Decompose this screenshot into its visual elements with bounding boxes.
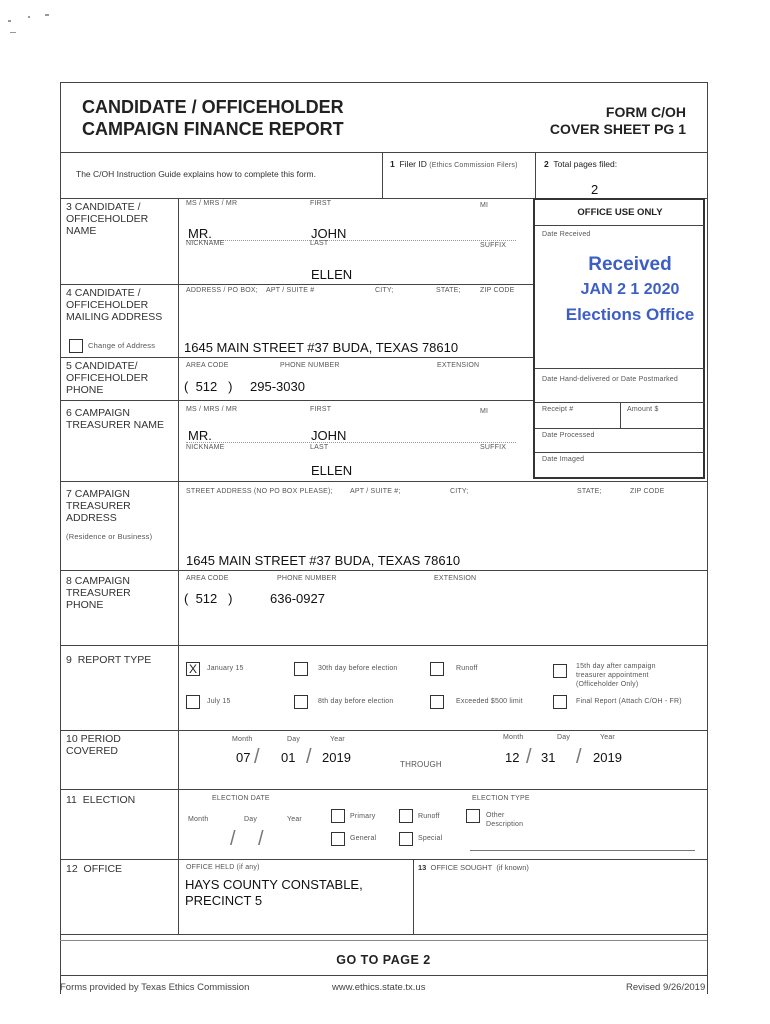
section-8-num: 8 [66, 575, 72, 587]
s8-area-caption: AREA CODE [186, 575, 229, 582]
day30-label: 30th day before election [318, 665, 398, 672]
s8-ext-caption: EXTENSION [434, 575, 477, 582]
s3-nickname-caption: NICKNAME [186, 240, 225, 247]
from-year-caption: Year [330, 736, 345, 743]
form-id [550, 104, 686, 138]
other-text: Other [486, 812, 505, 819]
section-9-num: 9 [66, 654, 72, 666]
amount-label: Amount $ [627, 406, 659, 413]
s3-first-value[interactable]: JOHN [311, 226, 347, 241]
office-held-line1: HAYS COUNTY CONSTABLE, [185, 877, 363, 892]
election-year-caption: Year [287, 816, 302, 823]
section-7-num: 7 [66, 488, 72, 500]
s4-apt-caption: APT / SUITE # [266, 287, 315, 294]
general-label: General [350, 835, 377, 842]
section-4-num: 4 [66, 287, 72, 299]
day30-checkbox[interactable] [294, 662, 308, 676]
s7-state-caption: STATE; [577, 488, 602, 495]
s7-address-caption: STREET ADDRESS (NO PO BOX PLEASE); [186, 488, 333, 495]
section-12-text: OFFICE [83, 863, 123, 875]
from-slash-2: / [306, 746, 312, 768]
filer-id-num: 1 [390, 159, 395, 169]
to-month-value[interactable]: 12 [505, 750, 520, 765]
to-day-value[interactable]: 31 [541, 750, 556, 765]
form-title [82, 96, 344, 140]
section-4-label [66, 287, 174, 323]
s3-mi-caption: MI [480, 202, 489, 209]
stamp-date: JAN 2 1 2020 [580, 281, 680, 298]
to-year-caption: Year [600, 734, 615, 741]
day15-label: 15th day after campaign treasurer appointment (Officeholder Only) [576, 663, 656, 688]
election-runoff-checkbox[interactable] [399, 809, 413, 823]
s4-zip-caption: ZIP CODE [480, 287, 515, 294]
section-11-label [66, 794, 135, 806]
s5-area-caption: AREA CODE [186, 362, 229, 369]
other-checkbox[interactable] [466, 809, 480, 823]
stamp-office: Elections Office [565, 305, 695, 324]
s6-title-value[interactable]: MR. [188, 428, 212, 443]
day15-checkbox[interactable] [553, 664, 567, 678]
office-held-line2: PRECINCT 5 [185, 893, 263, 908]
s5-area-value[interactable]: ( 512 ) [184, 379, 233, 394]
stamp-received: Received [588, 254, 672, 275]
runoff-report-checkbox[interactable] [430, 662, 444, 676]
change-of-address-checkbox[interactable] [69, 339, 83, 353]
special-checkbox[interactable] [399, 832, 413, 846]
primary-checkbox[interactable] [331, 809, 345, 823]
s8-phone-value[interactable]: 636-0927 [270, 591, 325, 606]
other-label [486, 811, 523, 829]
jul15-label: July 15 [207, 698, 231, 705]
to-year-value[interactable]: 2019 [593, 750, 622, 765]
form-title-line2: CAMPAIGN FINANCE REPORT [82, 119, 344, 139]
section-13-num: 13 [418, 863, 427, 872]
special-label: Special [418, 835, 443, 842]
filer-id-field[interactable] [390, 159, 518, 169]
section-10-num: 10 [66, 733, 78, 745]
jul15-checkbox[interactable] [186, 695, 200, 709]
day8-label: 8th day before election [318, 698, 394, 705]
general-checkbox[interactable] [331, 832, 345, 846]
final-report-label: Final Report (Attach C/OH - FR) [576, 698, 682, 705]
s4-state-caption: STATE; [436, 287, 461, 294]
s4-address-caption: ADDRESS / PO BOX; [186, 287, 258, 294]
section-12-label [66, 863, 122, 875]
s7-sub-label: (Residence or Business) [66, 532, 153, 541]
s4-city-caption: CITY; [375, 287, 394, 294]
to-slash-1: / [526, 746, 532, 768]
s5-area-code: 512 [195, 379, 218, 394]
s6-nickname-caption: NICKNAME [186, 444, 225, 451]
s3-title-caption: MS / MRS / MR [186, 200, 238, 207]
through-label: THROUGH [400, 760, 442, 769]
election-slash-1: / [230, 828, 236, 850]
filer-id-hint: (Ethics Commission Filers) [429, 162, 518, 169]
receipt-label: Receipt # [542, 406, 574, 413]
election-runoff-label: Runoff [418, 813, 440, 820]
section-7-label [66, 488, 166, 524]
change-of-address-label: Change of Address [88, 341, 156, 350]
section-3-text: CANDIDATE / OFFICEHOLDER NAME [66, 201, 149, 237]
office-held-caption: OFFICE HELD (if any) [186, 864, 260, 871]
instruction-text: The C/OH Instruction Guide explains how to complete this form. [76, 169, 316, 179]
final-report-checkbox[interactable] [553, 695, 567, 709]
s4-address-value[interactable]: 1645 MAIN STREET #37 BUDA, TEXAS 78610 [184, 340, 459, 355]
s5-ext-caption: EXTENSION [437, 362, 480, 369]
s6-mi-caption: MI [480, 408, 489, 415]
section-6-num: 6 [66, 407, 72, 419]
total-pages-value: 2 [591, 182, 599, 197]
to-month-caption: Month [503, 734, 524, 741]
filer-id-label: Filer ID [399, 159, 427, 169]
total-pages-label: Total pages filed: [553, 159, 618, 169]
date-received-label: Date Received [542, 231, 591, 238]
to-day-caption: Day [557, 734, 571, 741]
section-5-text: CANDIDATE/ OFFICEHOLDER PHONE [66, 360, 149, 396]
day8-checkbox[interactable] [294, 695, 308, 709]
exceeded-checkbox[interactable] [430, 695, 444, 709]
footer-center: www.ethics.state.tx.us [332, 982, 426, 993]
to-slash-2: / [576, 746, 582, 768]
primary-label: Primary [350, 813, 376, 820]
section-10-text: PERIOD COVERED [66, 733, 121, 757]
s6-first-value[interactable]: JOHN [311, 428, 347, 443]
s6-last-caption: LAST [310, 444, 329, 451]
from-day-caption: Day [287, 736, 301, 743]
s8-area-value[interactable]: ( 512 ) [184, 591, 233, 606]
form-id-line2: COVER SHEET PG 1 [549, 121, 686, 137]
s8-area-code: 512 [195, 591, 218, 606]
processed-label: Date Processed [542, 432, 595, 439]
exceeded-label: Exceeded $500 limit [456, 698, 523, 705]
section-4-text: CANDIDATE / OFFICEHOLDER MAILING ADDRESS [66, 287, 163, 323]
s6-title-caption: MS / MRS / MR [186, 406, 238, 413]
total-pages-field[interactable] [544, 159, 617, 169]
section-8-text: CAMPAIGN TREASURER PHONE [66, 575, 131, 611]
s5-phone-caption: PHONE NUMBER [280, 362, 340, 369]
s6-first-caption: FIRST [310, 406, 332, 413]
form-id-line1: FORM C/OH [605, 104, 686, 120]
section-6-text: CAMPAIGN TREASURER NAME [66, 407, 165, 431]
office-use-title: OFFICE USE ONLY [577, 207, 663, 218]
s6-last-value[interactable]: ELLEN [311, 463, 353, 478]
election-slash-2: / [258, 828, 264, 850]
s3-title-value[interactable]: MR. [188, 226, 212, 241]
section-3-num: 3 [66, 201, 72, 213]
received-stamp [540, 254, 720, 325]
s3-last-caption: LAST [310, 240, 329, 247]
s7-address-value[interactable]: 1645 MAIN STREET #37 BUDA, TEXAS 78610 [186, 553, 461, 568]
from-day-value[interactable]: 01 [281, 750, 296, 765]
section-13-hint: (if known) [496, 863, 529, 872]
from-month-caption: Month [232, 736, 253, 743]
section-10-label [66, 733, 151, 757]
imaged-label: Date Imaged [542, 456, 585, 463]
section-3-label [66, 201, 174, 237]
election-month-caption: Month [188, 816, 209, 823]
section-6-label [66, 407, 174, 431]
s6-suffix-caption: SUFFIX [480, 444, 507, 451]
s7-apt-caption: APT / SUITE #; [350, 488, 401, 495]
from-year-value[interactable]: 2019 [322, 750, 351, 765]
section-8-label [66, 575, 166, 611]
from-month-value[interactable]: 07 [236, 750, 251, 765]
section-5-label [66, 360, 174, 396]
description-text: Description [486, 821, 524, 828]
s7-city-caption: CITY; [450, 488, 469, 495]
runoff-report-label: Runoff [456, 665, 478, 672]
jan15-check-mark: X [188, 662, 197, 676]
hand-delivered-label: Date Hand-delivered or Date Postmarked [542, 376, 678, 383]
s8-phone-caption: PHONE NUMBER [277, 575, 337, 582]
jan15-label: January 15 [207, 665, 244, 672]
section-11-num: 11 [66, 794, 77, 806]
s3-last-value[interactable]: ELLEN [311, 267, 353, 282]
section-7-text: CAMPAIGN TREASURER ADDRESS [66, 488, 131, 524]
footer-left: Forms provided by Texas Ethics Commission [60, 982, 250, 993]
total-pages-num: 2 [544, 159, 549, 169]
election-date-label: ELECTION DATE [212, 795, 270, 802]
office-held-value[interactable] [185, 877, 363, 909]
election-type-label: ELECTION TYPE [472, 795, 530, 802]
jan15-checkbox[interactable] [186, 662, 200, 676]
section-9-label [66, 654, 151, 666]
s3-first-caption: FIRST [310, 200, 332, 207]
section-13-text: OFFICE SOUGHT [430, 863, 493, 872]
form-title-line1: CANDIDATE / OFFICEHOLDER [82, 97, 344, 117]
election-day-caption: Day [244, 816, 258, 823]
section-5-num: 5 [66, 360, 72, 372]
go-to-page-2: GO TO PAGE 2 [336, 953, 431, 967]
s3-suffix-caption: SUFFIX [480, 242, 507, 249]
s7-zip-caption: ZIP CODE [630, 488, 665, 495]
section-12-num: 12 [66, 863, 78, 875]
from-slash-1: / [254, 746, 260, 768]
footer-right: Revised 9/26/2019 [626, 982, 706, 993]
office-sought-caption [418, 863, 529, 872]
section-11-text: ELECTION [82, 794, 136, 806]
section-9-text: REPORT TYPE [77, 654, 152, 666]
s5-phone-value[interactable]: 295-3030 [250, 379, 305, 394]
